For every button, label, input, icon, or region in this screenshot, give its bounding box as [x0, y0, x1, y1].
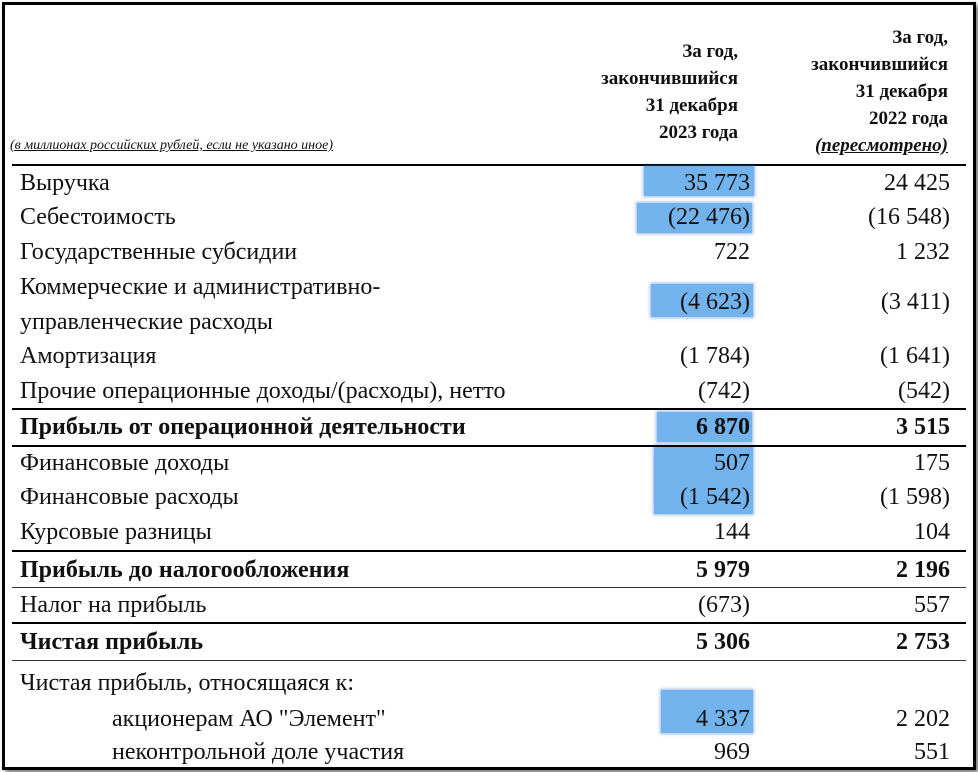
header-col-2022: За год, закончившийся 31 декабря 2022 года (пересмотрено)	[811, 27, 948, 156]
rule-pretax-bottom	[12, 587, 966, 588]
rule-operating-bottom	[12, 445, 966, 447]
rule-net-top	[12, 622, 966, 624]
header-col-2023: За год, закончившийся 31 декабря 2023 года	[601, 41, 738, 143]
rule-net-bottom	[12, 660, 966, 661]
rule-pretax-top	[12, 550, 966, 552]
rule-operating-top	[12, 408, 966, 410]
header-rule	[12, 164, 966, 166]
units-note: (в миллионах российских рублей, если не указано иное)	[10, 138, 333, 153]
